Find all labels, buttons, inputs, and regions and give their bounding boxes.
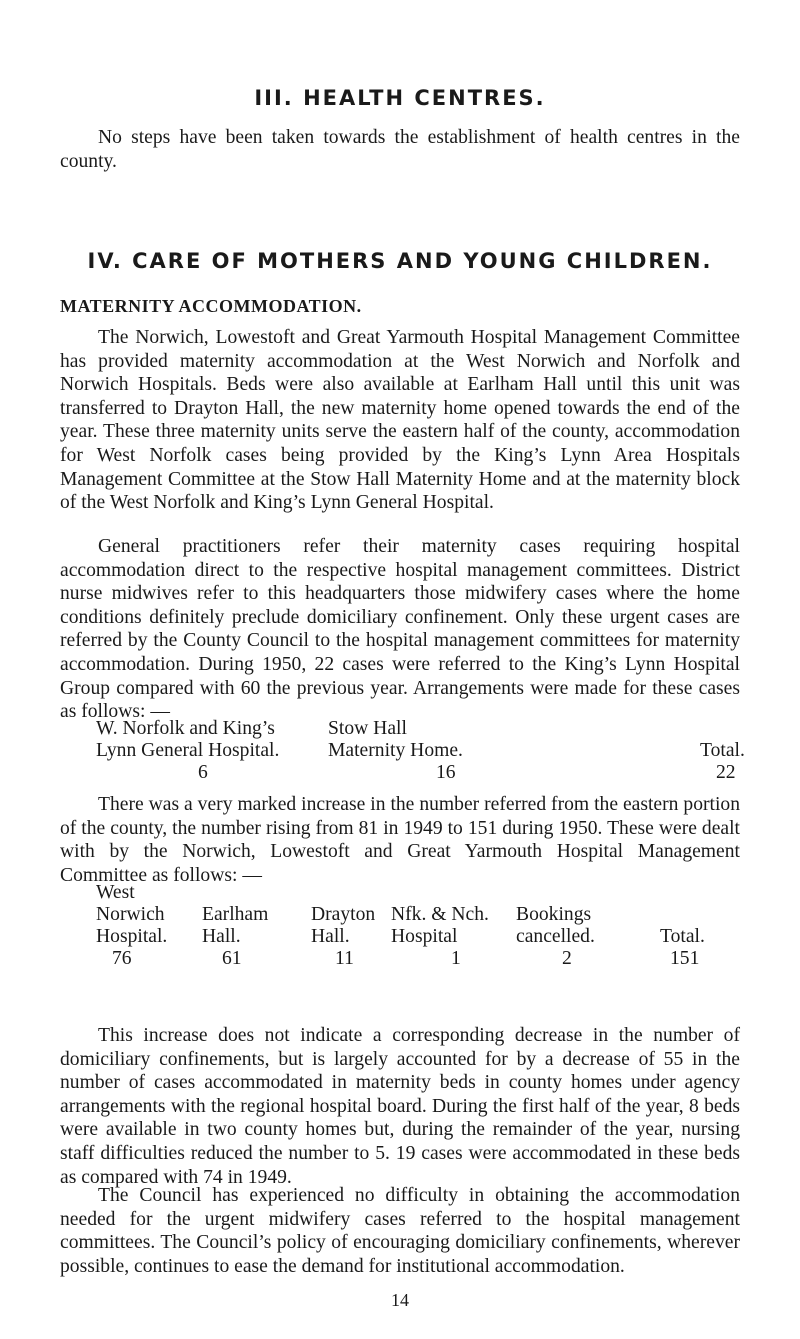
table2-header-hall-1: Hall. [202,926,241,947]
page-number: 14 [391,1290,409,1310]
table1-value-stow-hall: 16 [436,762,456,783]
table2-row1-col1: West [96,882,135,903]
table2-header-nfk-nch: Nfk. & Nch. [391,904,489,925]
table1-header-col2-line2: Maternity Home. [328,740,463,761]
table2-value-nfk-nch: 1 [451,948,461,969]
subheading-maternity-accommodation: MATERNITY ACCOMMODATION. [60,296,362,316]
table2-value-total: 151 [670,948,700,969]
table1-header-total: Total. [700,740,745,761]
table2-value-earlham: 61 [222,948,242,969]
table2-header-drayton: Drayton [311,904,376,925]
table2-header-norwich: Norwich [96,904,165,925]
maternity-paragraph-1: The Norwich, Lowestoft and Great Yarmouth Hospital Management Committee has provided maternity accommodation at the West Norwich and Norfolk and Norwich Hospitals. Beds were also available at Earlham Hall until this unit was transferred to Drayton Hall, the new maternity home opened towards the end of the year. These three maternity units serve the eastern half of the county, accommodation for West Norfolk cases being provided by the King’s Lynn Area Hospitals Management Committee at the Stow Hall Maternity Home and at the maternity block of the West Norfolk and King’s Lynn General Hospital. [60,327,740,514]
maternity-paragraph-3: There was a very marked increase in the number referred from the eastern portion of the county, the number rising from 81 in 1949 to 151 during 1950. These were dealt with by the Norwich, Lowestoft and Great Yarmouth Hospital Management Committee as follows: — [60,794,740,886]
table1-header-col2-line1: Stow Hall [328,718,407,739]
table1-header-col3-line1 [590,718,746,740]
table2-header-bookings: Bookings [516,904,592,925]
table1-value-west-norfolk: 6 [198,762,208,783]
table2-value-drayton: 11 [335,948,354,969]
norwich-cases-table [96,882,756,970]
maternity-paragraph-2: General practitioners refer their maternity cases requiring hospital accommodation direct to the respective hospital management committees. District nurse midwives refer to this headquarters those midwifery cases where the home conditions definitely preclude domiciliary confinement. Only these urgent cases are referred by the County Council to the hospital management committees for maternity accommodation. During 1950, 22 cases were referred to the King’s Lynn Hospital Group compared with 60 the previous year. Arrangements were made for these cases as follows: — [60,536,740,723]
table2-header-total: Total. [660,926,705,947]
table2-header-hall-2: Hall. [311,926,350,947]
table2-value-west-norwich: 76 [112,948,132,969]
table1-value-total: 22 [716,762,736,783]
maternity-paragraph-5: The Council has experienced no difficulty in obtaining the accommodation needed for the urgent midwifery cases referred to the hospital management committees. The Council’s policy of encouraging domiciliary confinements, wherever possible, continues to ease the demand for institutional accommodation. [60,1185,740,1277]
table2-header-cancelled: cancelled. [516,926,595,947]
health-centres-paragraph: No steps have been taken towards the establishment of health centres in the county. [60,127,740,172]
table2-header-earlham: Earlham [202,904,269,925]
table2-header-empty [644,904,756,926]
section-heading-mothers-children: IV. CARE OF MOTHERS AND YOUNG CHILDREN. [87,249,713,273]
table2-header-hospital-2: Hospital [391,926,458,947]
table2-value-bookings: 2 [562,948,572,969]
table1-header-col1-line2: Lynn General Hospital. [96,740,280,761]
section-heading-health-centres: III. HEALTH CENTRES. [254,86,546,110]
table1-header-col1-line1: W. Norfolk and King’s [96,718,275,739]
maternity-paragraph-4: This increase does not indicate a corresponding decrease in the number of domiciliary confinements, but is largely accounted for by a decrease of 55 in the number of cases accommodated in maternity beds in county homes under agency arrangements with the regional hospital board. During the first half of the year, 8 beds were available in two county homes but, during the remainder of the year, nursing staff difficulties reduced the number to 5. 19 cases were accommodated in these beds as compared with 74 in 1949. [60,1025,740,1188]
king-lynn-cases-table [96,718,746,784]
table2-header-hospital: Hospital. [96,926,168,947]
